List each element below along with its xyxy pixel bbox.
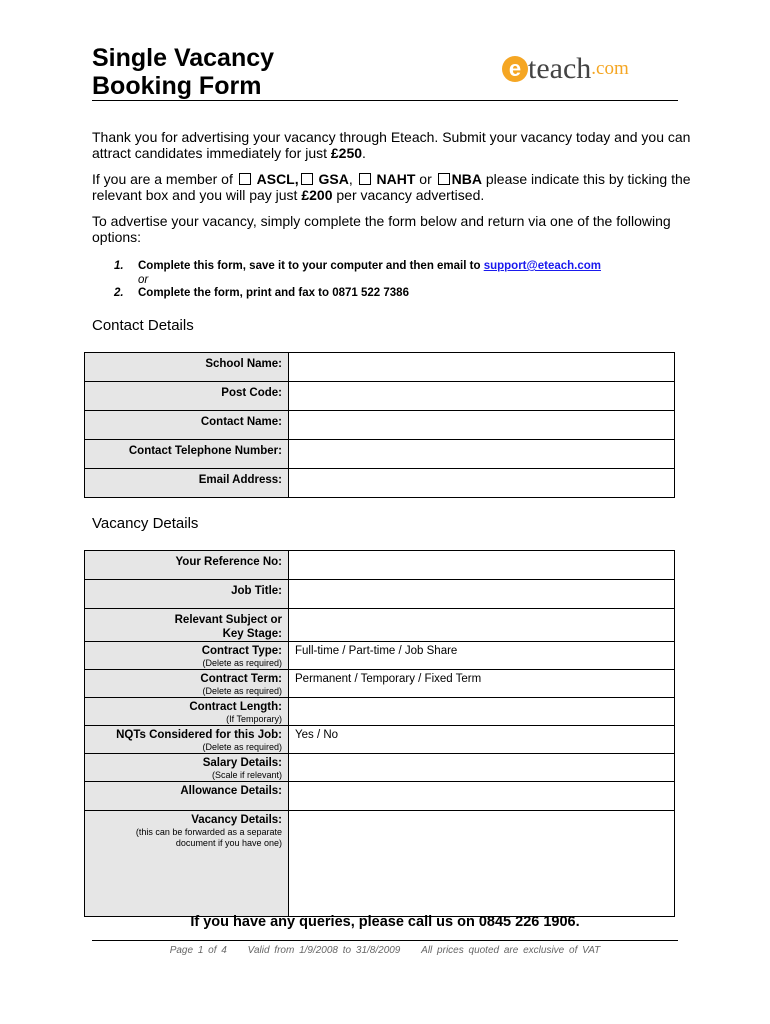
table-row xyxy=(85,754,675,782)
table-row xyxy=(85,580,675,609)
vacancy-details-heading: Vacancy Details xyxy=(92,515,199,532)
table-row xyxy=(85,670,675,698)
telephone-field[interactable] xyxy=(289,440,675,469)
reference-label: Your Reference No: xyxy=(85,551,289,580)
vacancy-details-label xyxy=(85,811,289,917)
table-row xyxy=(85,353,675,382)
contract-term-label xyxy=(85,670,289,698)
contact-name-label: Contact Name: xyxy=(85,411,289,440)
intro-paragraph-3: To advertise your vacancy, simply complete the form below and return via one of the following options: xyxy=(92,213,671,245)
table-row xyxy=(85,698,675,726)
post-code-field[interactable] xyxy=(289,382,675,411)
contract-type-text: Contract Type: xyxy=(201,645,282,657)
vacancy-details-field[interactable] xyxy=(289,811,675,917)
post-code-label: Post Code: xyxy=(85,382,289,411)
job-title-field[interactable] xyxy=(289,580,675,609)
vacancy-details-table xyxy=(84,550,675,917)
school-name-label: School Name: xyxy=(85,353,289,382)
subject-label xyxy=(85,609,289,642)
nba-checkbox[interactable] xyxy=(438,173,450,185)
table-row xyxy=(85,782,675,811)
steps-or: or xyxy=(138,273,149,286)
comma: , xyxy=(348,171,357,187)
queries-phone-line: If you have any queries, please call us on 0845 226 1906. xyxy=(190,914,580,930)
contract-length-text: Contract Length: xyxy=(189,701,282,713)
subject-field[interactable] xyxy=(289,609,675,642)
intro-paragraph-2 xyxy=(92,171,692,203)
member-price: £200 xyxy=(301,187,333,203)
vacancy-details-note-2: document if you have one) xyxy=(175,838,282,848)
contact-details-table xyxy=(84,352,675,498)
table-row xyxy=(85,811,675,917)
email-label: Email Address: xyxy=(85,469,289,498)
contract-length-field[interactable] xyxy=(289,698,675,726)
contact-name-field[interactable] xyxy=(289,411,675,440)
contract-type-label xyxy=(85,642,289,670)
salary-text: Salary Details: xyxy=(202,757,282,769)
vacancy-details-note-1: (this can be forwarded as a separate xyxy=(135,827,282,837)
salary-note: (Scale if relevant) xyxy=(211,770,282,780)
nqt-label xyxy=(85,726,289,754)
standard-price: £250 xyxy=(330,145,363,161)
gsa-checkbox[interactable] xyxy=(301,173,313,185)
contract-term-text: Contract Term: xyxy=(200,673,282,685)
contract-term-note: (Delete as required) xyxy=(202,686,282,696)
footer-divider xyxy=(92,940,678,941)
form-title xyxy=(92,44,274,100)
table-row xyxy=(85,382,675,411)
telephone-label: Contact Telephone Number: xyxy=(85,440,289,469)
title-line-1: Single Vacancy xyxy=(92,44,275,72)
allowance-field[interactable] xyxy=(289,782,675,811)
eteach-logo xyxy=(502,52,629,86)
nqt-text: NQTs Considered for this Job: xyxy=(116,729,282,741)
step-2 xyxy=(114,287,601,301)
table-row xyxy=(85,469,675,498)
email-field[interactable] xyxy=(289,469,675,498)
nqt-field[interactable]: Yes / No xyxy=(289,726,675,754)
gsa-label: GSA xyxy=(318,171,349,187)
salary-label xyxy=(85,754,289,782)
subject-label-line-2: Key Stage: xyxy=(222,628,282,640)
subject-label-line-1: Relevant Subject or xyxy=(174,614,282,626)
intro-p2-text-b: please indicate this by ticking the relevant box and you will pay just xyxy=(92,171,691,203)
intro-p2-text-c: per vacancy advertised. xyxy=(332,187,485,203)
logo-com-text: .com xyxy=(591,58,629,79)
ascl-checkbox[interactable] xyxy=(239,173,251,185)
intro-p2-text: If you are a member of xyxy=(92,171,237,187)
page-footer xyxy=(0,945,770,956)
table-row xyxy=(85,440,675,469)
step-1-number: 1. xyxy=(114,260,124,272)
nqt-note: (Delete as required) xyxy=(202,742,282,752)
school-name-field[interactable] xyxy=(289,353,675,382)
logo-teach-text: teach xyxy=(528,52,592,85)
table-row xyxy=(85,609,675,642)
support-email-link[interactable]: support@eteach.com xyxy=(483,260,601,272)
table-row xyxy=(85,551,675,580)
vacancy-details-text: Vacancy Details: xyxy=(191,814,282,826)
salary-field[interactable] xyxy=(289,754,675,782)
step-2-number: 2. xyxy=(114,287,124,299)
contact-details-heading: Contact Details xyxy=(92,317,194,334)
reference-field[interactable] xyxy=(289,551,675,580)
allowance-label: Allowance Details: xyxy=(85,782,289,811)
table-row xyxy=(85,726,675,754)
or-text: or xyxy=(415,171,436,187)
intro-p1-text: Thank you for advertising your vacancy through Eteach. Submit your vacancy today and you can attract candidates immediately for just xyxy=(92,129,691,161)
intro-p1-end: . xyxy=(362,145,366,161)
table-row xyxy=(85,411,675,440)
job-title-label: Job Title: xyxy=(85,580,289,609)
contract-type-note: (Delete as required) xyxy=(202,658,282,668)
contract-type-field[interactable]: Full-time / Part-time / Job Share xyxy=(289,642,675,670)
footer-page-number: Page 1 of 4 xyxy=(169,945,227,956)
footer-validity: Valid from 1/9/2008 to 31/8/2009 xyxy=(247,945,401,956)
header-divider xyxy=(92,100,678,101)
footer-vat-note: All prices quoted are exclusive of VAT xyxy=(421,945,601,956)
contract-length-note: (If Temporary) xyxy=(226,714,282,724)
naht-checkbox[interactable] xyxy=(359,173,371,185)
step-2-text: Complete the form, print and fax to 0871 522 7386 xyxy=(138,287,409,299)
submission-steps xyxy=(114,260,601,301)
naht-label: NAHT xyxy=(376,171,416,187)
nba-label: NBA xyxy=(451,171,482,187)
step-1-text: Complete this form, save it to your computer and then email to xyxy=(138,260,484,272)
title-line-2: Booking Form xyxy=(92,72,262,100)
ascl-label: ASCL, xyxy=(256,171,299,187)
table-row xyxy=(85,642,675,670)
contract-term-field[interactable]: Permanent / Temporary / Fixed Term xyxy=(289,670,675,698)
logo-e-mark: e xyxy=(502,56,528,82)
step-1 xyxy=(114,260,601,274)
contract-length-label xyxy=(85,698,289,726)
intro-paragraph-1 xyxy=(92,129,692,161)
